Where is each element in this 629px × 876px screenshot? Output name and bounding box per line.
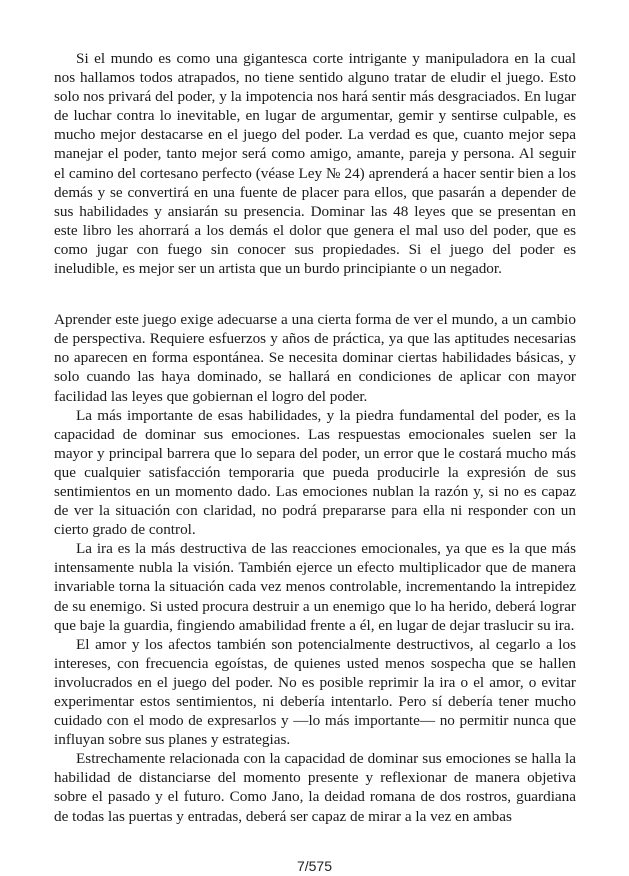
page-body [54, 49, 576, 826]
section-gap [54, 278, 576, 310]
paragraph: Si el mundo es como una gigantesca corte intrigante y manipuladora en la cual nos hallamos todos atrapados, no tiene sentido alguno tratar de eludir el juego. Esto solo nos privará del poder, y la impotencia nos hará sentir más desgraciados. En lugar de luchar contra lo inevitable, en lugar de argumentar, gemir y sentirse culpable, es mucho mejor destacarse en el juego del poder. La verdad es que, cuanto mejor sepa manejar el poder, tanto mejor será como amigo, amante, pareja y persona. Al seguir el camino del cortesano perfecto (véase Ley № 24) aprenderá a hacer sentir bien a los demás y se convertirá en una fuente de placer para ellos, que pasarán a depender de sus habilidades y ansiarán su presencia. Dominar las 48 leyes que se presentan en este libro les ahorrará a los demás el dolor que genera el mal uso del poder, que es como jugar con fuego sin conocer sus propiedades. Si el juego del poder es ineludible, es mejor ser un artista que un burdo principiante o un negador. [54, 50, 576, 278]
paragraph: Estrechamente relacionada con la capacidad de dominar sus emociones se halla la habilidad de distanciarse del momento presente y reflexionar de manera objetiva sobre el pasado y el futuro. Como Jano, la deidad romana de dos rostros, guardiana de todas las puertas y entradas, deberá ser capaz de mirar a la vez en ambas [54, 750, 576, 825]
page-number: 7/575 [296, 858, 333, 874]
paragraph: Aprender este juego exige adecuarse a una cierta forma de ver el mundo, a un cambio de perspectiva. Requiere esfuerzos y años de práctica, ya que las aptitudes necesarias no aparecen en forma espontánea. Se necesita dominar ciertas habilidades básicas, y solo cuando las haya dominado, se hallará en condiciones de aplicar con mayor facilidad las leyes que gobiernan el logro del poder. [54, 311, 576, 405]
paragraph: El amor y los afectos también son potencialmente destructivos, al cegarlo a los intereses, con frecuencia egoístas, de quienes usted menos sospecha que se hallen involucrados en el juego del poder. No es posible reprimir la ira o el amor, o evitar experimentar estos sentimientos, ni debería intentarlo. Pero sí debería tener mucho cuidado con el modo de expresarlos y —lo más importante— no permitir nunca que influyan sobre sus planes y estrategias. [54, 635, 576, 749]
paragraph: La ira es la más destructiva de las reacciones emocionales, ya que es la que más intensamente nubla la visión. También ejerce un efecto multiplicador que de manera invariable torna la situación cada vez menos controlable, incrementando la intrepidez de su enemigo. Si usted procura destruir a un enemigo que lo ha herido, deberá lograr que baje la guardia, fingiendo amabilidad frente a él, en lugar de dejar traslucir su ira. [54, 540, 576, 634]
paragraph: La más importante de esas habilidades, y la piedra fundamental del poder, es la capacidad de dominar sus emociones. Las respuestas emocionales suelen ser la mayor y principal barrera que lo separa del poder, un error que le costará mucho más que cualquier satisfacción temporaria que pueda producirle la expresión de sus sentimientos en un momento dado. Las emociones nublan la razón y, si no es capaz de ver la situación con claridad, no podrá prepararse para ella ni responder con un cierto grado de control. [54, 406, 576, 539]
